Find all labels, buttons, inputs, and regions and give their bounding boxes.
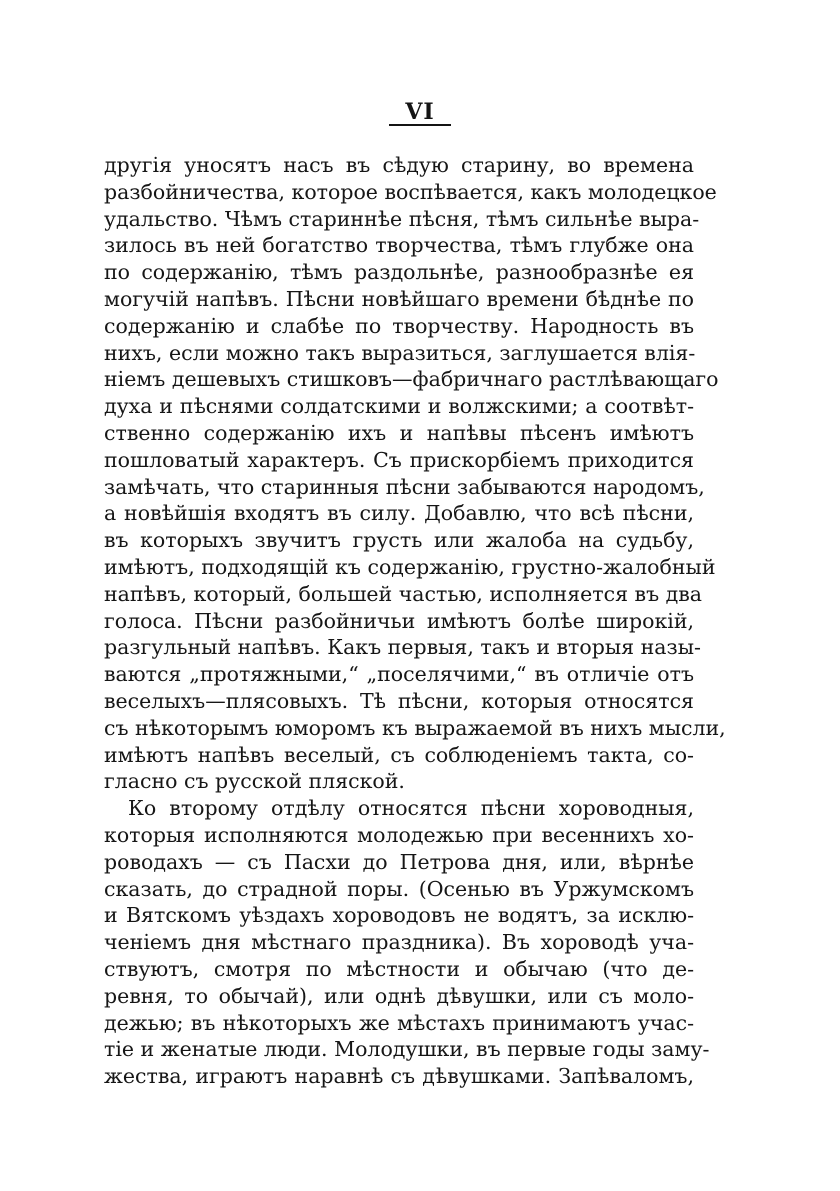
page-number: VI — [389, 100, 450, 126]
text-line: въ которыхъ звучитъ грусть или жалоба на судьбу, — [104, 528, 694, 553]
text-line: другія уносятъ насъ въ сѣдую старину, во времена — [104, 153, 694, 177]
text-line: нихъ, если можно такъ выразиться, заглушается влія- — [104, 340, 696, 365]
text-line: Ко второму отдѣлу относятся пѣсни хороводныя, — [128, 796, 694, 821]
text-line: духа и пѣснями солдатскими и волжскими; а соотвѣт- — [104, 394, 694, 419]
text-line: ченіемъ дня мѣстнаго праздника). Въ хороводѣ уча- — [104, 930, 694, 955]
text-line: могучій напѣвъ. Пѣсни новѣйшаго времени бѣднѣе по — [104, 286, 694, 311]
text-line: голоса. Пѣсни разбойничьи имѣютъ болѣе широкій, — [104, 608, 694, 633]
text-line: удальство. Чѣмъ стариннѣе пѣсня, тѣмъ сильнѣе выра- — [104, 206, 700, 231]
text-line: замѣчать, что старинныя пѣсни забываются народомъ, — [104, 474, 705, 499]
text-line: роводахъ — съ Пасхи до Петрова дня, или, вѣрнѣе — [104, 849, 694, 874]
text-line: а новѣйшія входятъ въ силу. Добавлю, что всѣ пѣсни, — [104, 501, 694, 526]
text-line: ственно содержанію ихъ и напѣвы пѣсенъ имѣютъ — [104, 420, 694, 445]
text-line: имѣютъ, подходящій къ содержанію, грустно-жалобный — [104, 554, 716, 579]
text-line: содержанію и слабѣе по творчеству. Народность въ — [104, 313, 694, 338]
text-line: имѣютъ напѣвъ веселый, съ соблюденіемъ такта, со- — [104, 742, 694, 767]
text-line: ревня, то обычай), или однѣ дѣвушки, или съ моло- — [104, 983, 694, 1008]
text-line: съ нѣкоторымъ юморомъ къ выражаемой въ нихъ мысли, — [104, 715, 726, 740]
text-line: пошловатый характеръ. Съ прискорбіемъ приходится — [104, 447, 694, 472]
text-line: тіе и женатые люди. Молодушки, въ первые годы заму- — [104, 1037, 710, 1062]
text-line: напѣвъ, который, большей частью, исполняется въ два — [104, 581, 703, 606]
text-line: гласно съ русской пляской. — [104, 769, 405, 794]
text-line: сказать, до страдной поры. (Осенью въ Уржумскомъ — [104, 876, 694, 901]
page-header — [0, 100, 840, 126]
text-line: по содержанію, тѣмъ раздольнѣе, разнообразнѣе ея — [104, 260, 694, 285]
text-line: которыя исполняются молодежью при весеннихъ хо- — [104, 822, 694, 847]
text-line: ваются „протяжными,“ „поселячими,“ въ отличіе отъ — [104, 662, 694, 687]
text-line: дежью; въ нѣкоторыхъ же мѣстахъ принимаютъ учас- — [104, 1010, 694, 1035]
text-line: разбойничества, которое воспѣвается, какъ молодецкое — [104, 179, 717, 204]
text-line: зилось въ ней богатство творчества, тѣмъ глубже она — [104, 233, 694, 258]
text-line: веселыхъ—плясовыхъ. Тѣ пѣсни, которыя относятся — [104, 688, 694, 713]
body-text — [104, 152, 726, 1090]
text-line: ствуютъ, смотря по мѣстности и обычаю (что де- — [104, 956, 694, 981]
text-line: жества, играютъ наравнѣ съ дѣвушками. Запѣваломъ, — [104, 1064, 694, 1089]
text-line: ніемъ дешевыхъ стишковъ—фабричнаго растлѣвающаго — [104, 367, 719, 392]
text-line: разгульный напѣвъ. Какъ первыя, такъ и вторыя назы- — [104, 635, 701, 660]
text-line: и Вятскомъ уѣздахъ хороводовъ не водятъ, за исклю- — [104, 903, 694, 928]
